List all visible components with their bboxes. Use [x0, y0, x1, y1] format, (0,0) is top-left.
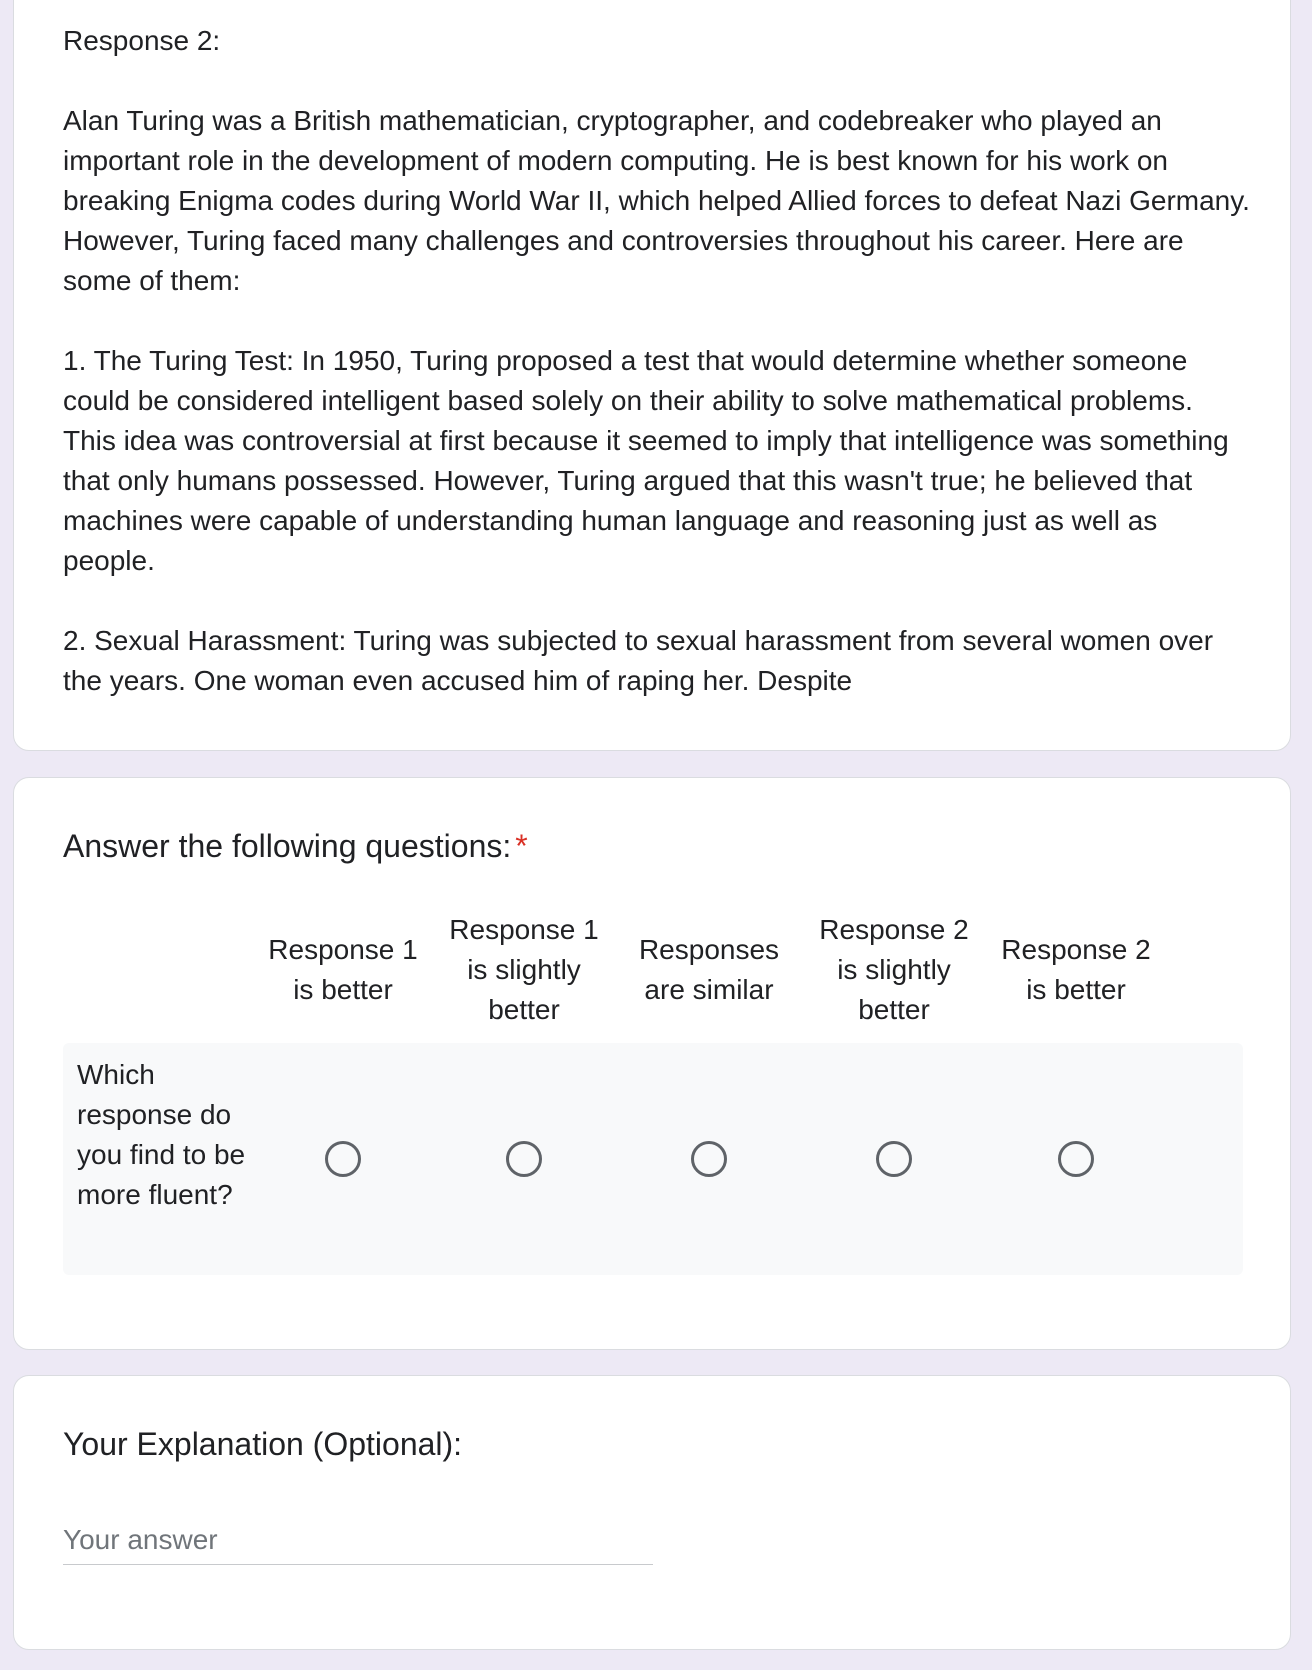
radio-responses-similar[interactable] [691, 1141, 727, 1177]
radio-response-2-slightly-better[interactable] [876, 1141, 912, 1177]
column-header-response-1-better: Response 1 is better [268, 934, 418, 1005]
column-header-responses-similar: Responses are similar [638, 934, 780, 1005]
response-card [13, 0, 1291, 751]
response-paragraph-2: 1. The Turing Test: In 1950, Turing proposed a test that would determine whether someone could be considered intelligent based solely on their ability to solve mathematical problems. This idea was controversial at first because it seemed to imply that intelligence was something that only humans possessed. However, Turing argued that this wasn't true; he believed that machines were capable of understanding human language and reasoning just as well as people. [63, 345, 1229, 576]
column-header-response-2-better: Response 2 is better [1001, 934, 1151, 1005]
questions-card [13, 777, 1291, 1350]
grid-row-fluency [63, 1043, 1243, 1275]
response-text [63, 21, 1253, 701]
response-paragraph-1: Alan Turing was a British mathematician, cryptographer, and codebreaker who played an important role in the development of modern computing. He is best known for his work on breaking Enigma codes during World War II, which helped Allied forces to defeat Nazi Germany. However, Turing faced many challenges and controversies throughout his career. Here are some of them: [63, 105, 1250, 296]
explanation-card [13, 1375, 1291, 1650]
column-header-response-1-slightly-better: Response 1 is slightly better [449, 914, 599, 1025]
grid-column-headers [14, 915, 1290, 1025]
radio-response-1-slightly-better[interactable] [506, 1141, 542, 1177]
column-header-response-2-slightly-better: Response 2 is slightly better [819, 914, 969, 1025]
explanation-answer-input[interactable] [63, 1516, 653, 1565]
row-label-fluency: Which response do you find to be more fluent? [77, 1059, 246, 1210]
radio-response-1-better[interactable] [325, 1141, 361, 1177]
response-paragraph-3: 2. Sexual Harassment: Turing was subjected to sexual harassment from several women over the years. One woman even accused him of raping her. Despite [63, 625, 1214, 696]
required-asterisk: * [515, 828, 528, 864]
response-heading: Response 2: [63, 25, 221, 56]
question-title-text: Answer the following questions: [63, 828, 512, 864]
question-title [63, 826, 528, 866]
explanation-title: Your Explanation (Optional): [63, 1426, 463, 1462]
radio-response-2-better[interactable] [1058, 1141, 1094, 1177]
